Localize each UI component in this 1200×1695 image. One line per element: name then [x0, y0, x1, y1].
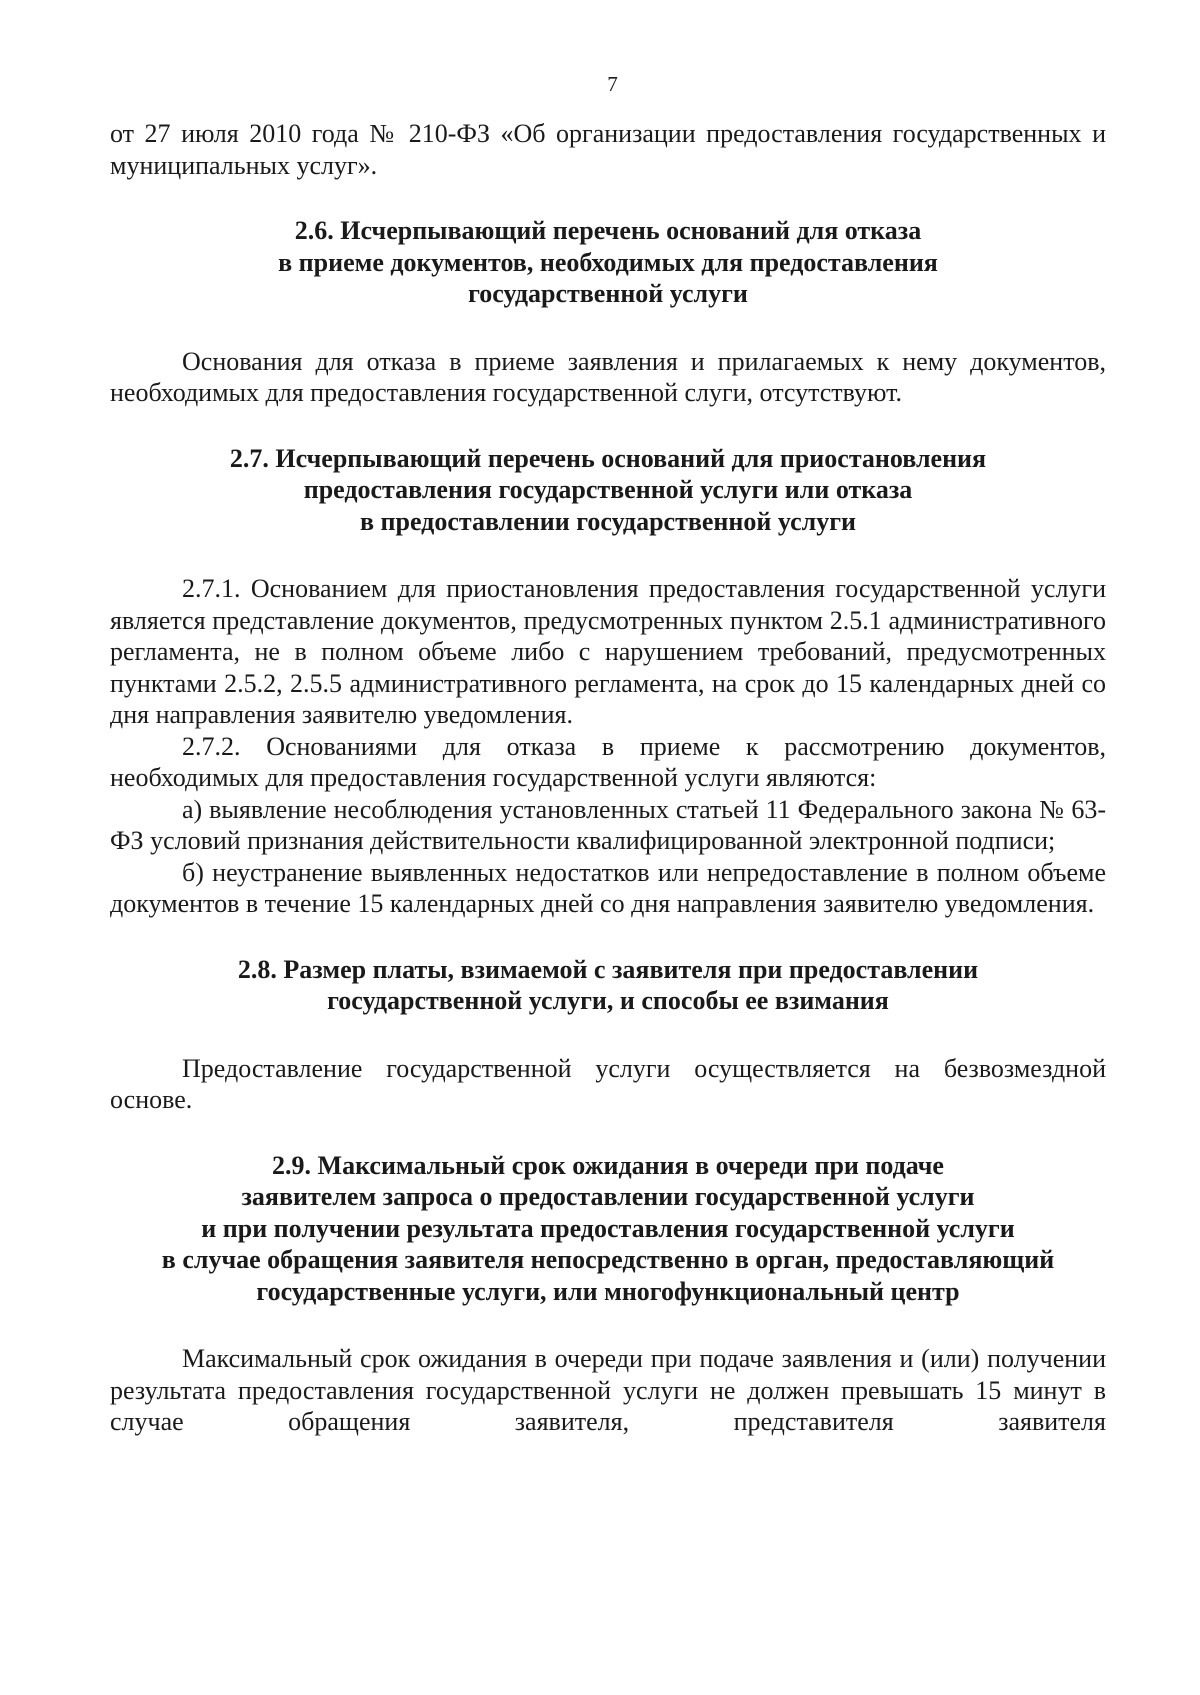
page-number: 7 [607, 72, 618, 96]
heading-line: заявителем запроса о предоставлении государственной услуги [241, 1182, 975, 1211]
heading-line: государственные услуги, или многофункциональный центр [256, 1276, 960, 1306]
heading-line: государственной услуги, и способы ее взимания [327, 986, 889, 1015]
section-2-8-paragraph: Предоставление государственной услуги осуществляется на безвозмездной основе. [110, 1053, 1106, 1114]
section-heading-2-6 [110, 215, 1106, 310]
heading-line: в предоставлении государственной услуги [359, 506, 856, 536]
heading-line: предоставления государственной услуги или отказа [303, 475, 913, 504]
heading-line: в приеме документов, необходимых для предоставления [278, 247, 938, 277]
list-item-b: б) неустранение выявленных недостатков или непредоставление в полном объеме документов в течение 15 календарных дней со дня направления заявителю уведомления. [110, 857, 1106, 918]
heading-line: 2.6. Исчерпывающий перечень оснований для отказа [294, 216, 922, 245]
heading-line: и при получении результата предоставления государственной услуги [201, 1213, 1015, 1243]
list-item-a: а) выявление несоблюдения установленных статьей 11 Федерального закона № 63-ФЗ условий признания действительности квалифицированной электронной подписи; [110, 794, 1106, 855]
section-2-7-1-paragraph: 2.7.1. Основанием для приостановления предоставления государственной услуги является представление документов, предусмотренных пунктом 2.5.1 административного регламента, не в полном объеме либо с нарушением требований, предусмотренных пунктами 2.5.2, 2.5.5 административного регламента, на срок до 15 календарных дней со дня направления заявителю уведомления. [110, 574, 1106, 729]
section-2-7-2-paragraph: 2.7.2. Основаниями для отказа в приеме к рассмотрению документов, необходимых для предоставления государственной услуги являются: [110, 731, 1106, 792]
heading-line: 2.9. Максимальный срок ожидания в очереди при подаче [272, 1150, 944, 1180]
heading-line: государственной услуги [468, 279, 748, 308]
heading-line: в случае обращения заявителя непосредственно в орган, предоставляющий [161, 1245, 1055, 1274]
section-2-6-paragraph: Основания для отказа в приеме заявления и прилагаемых к нему документов, необходимых для предоставления государственной слуги, отсутствуют. [110, 346, 1106, 407]
section-heading-2-9 [110, 1150, 1106, 1308]
section-heading-2-8 [110, 954, 1106, 1017]
section-2-9-paragraph: Максимальный срок ожидания в очереди при подаче заявления и (или) получении результата предоставления государственной услуги не должен превышать 15 минут в случае обращения заявителя, представителя заявителя [110, 1344, 1106, 1436]
document-body [110, 118, 1106, 1438]
heading-line: 2.7. Исчерпывающий перечень оснований для приостановления [229, 443, 987, 473]
heading-line: 2.8. Размер платы, взимаемой с заявителя при предоставлении [237, 954, 979, 984]
intro-paragraph: от 27 июля 2010 года № 210-ФЗ «Об организации предоставления государственных и муниципальных услуг». [110, 119, 1106, 180]
section-heading-2-7 [110, 443, 1106, 538]
